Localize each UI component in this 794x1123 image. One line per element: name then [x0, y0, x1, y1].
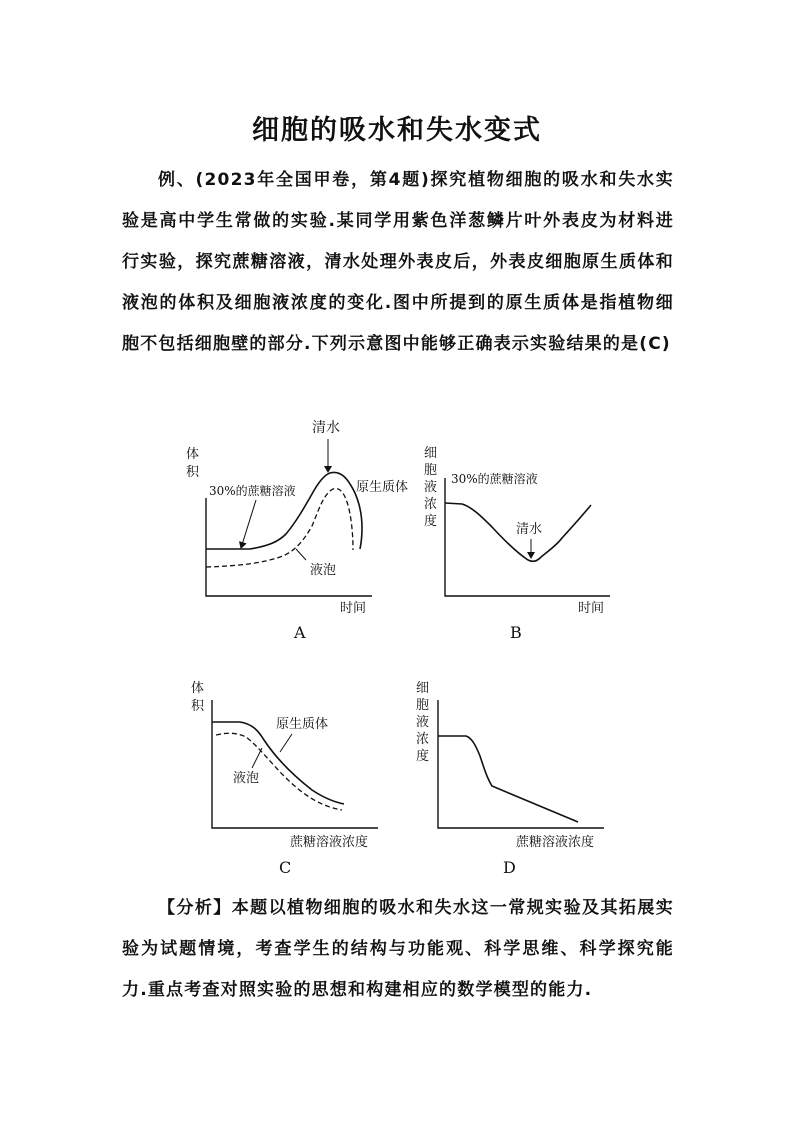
- figure-b-sucrose-label: 30%的蔗糖溶液: [451, 472, 538, 486]
- figure-a-ylabel-1: 体: [186, 447, 200, 462]
- figure-c-vacuole-label: 液泡: [233, 771, 260, 786]
- figure-a-sucrose-arrow: [241, 500, 256, 548]
- figure-a: [186, 419, 408, 642]
- figure-b: [424, 446, 610, 642]
- figure-c: [191, 680, 378, 877]
- figure-b-panel-label: B: [510, 623, 522, 642]
- figure-c-ylabel-2: 积: [191, 699, 205, 714]
- figure-c-protoplast-label: 原生质体: [276, 717, 329, 732]
- figure-d-ylabel-4: 浓: [416, 732, 430, 747]
- figure-d-panel-label: D: [503, 858, 516, 877]
- figure-b-axes: [445, 478, 610, 596]
- figure-a-xlabel: 时间: [340, 601, 367, 616]
- figure-a-vacuole-curve: [206, 488, 353, 567]
- page-title: 细胞的吸水和失水变式: [252, 115, 542, 146]
- figure-b-ylabel-4: 浓: [424, 497, 438, 512]
- figure-d-concentration-curve: [438, 736, 578, 822]
- figure-d-ylabel-1: 细: [416, 681, 430, 696]
- analysis-paragraph: 【分析】本题以植物细胞的吸水和失水这一常规实验及其拓展实验为试题情境，考查学生的结构与功能观、科学思维、科学探究能力.重点考查对照实验的思想和构建相应的数学模型的能力.: [122, 898, 674, 1000]
- figure-a-sucrose-label: 30%的蔗糖溶液: [209, 484, 296, 498]
- figure-b-ylabel-3: 液: [424, 480, 438, 495]
- figure-c-protoplast-pointer: [280, 734, 292, 752]
- figure-b-ylabel-2: 胞: [424, 463, 438, 478]
- figure-b-ylabel-5: 度: [424, 514, 438, 529]
- figure-b-ylabel-1: 细: [424, 446, 438, 461]
- figure-a-panel-label: A: [294, 623, 306, 642]
- figure-c-ylabel-1: 体: [191, 681, 205, 696]
- figure-d-ylabel-2: 胞: [416, 698, 430, 713]
- figure-d: [416, 681, 604, 877]
- question-paragraph: 例、(2023年全国甲卷，第4题)探究植物细胞的吸水和失水实验是高中学生常做的实验.某同学用紫色洋葱鳞片叶外表皮为材料进行实验，探究蔗糖溶液，清水处理外表皮后，外表皮细胞原生质体和液泡的体积及细胞液浓度的变化.图中所提到的原生质体是指植物细胞不包括细胞壁的部分.下列示意图中能够正确表示实验结果的是(C): [122, 170, 674, 354]
- figure-a-water-label: 清水: [312, 420, 340, 436]
- figure-c-xlabel: 蔗糖溶液浓度: [290, 835, 369, 850]
- figure-a-ylabel-2: 积: [186, 465, 200, 480]
- figure-d-ylabel-3: 液: [416, 715, 430, 730]
- figure-c-panel-label: C: [279, 858, 292, 877]
- figure-d-axes: [438, 700, 604, 828]
- figure-b-xlabel: 时间: [578, 601, 605, 616]
- figure-d-ylabel-5: 度: [416, 749, 430, 764]
- figure-a-protoplast-label: 原生质体: [356, 480, 409, 495]
- figure-a-vacuole-pointer: [296, 549, 306, 560]
- figure-c-protoplast-curve: [212, 722, 344, 804]
- figure-c-vacuole-pointer: [252, 748, 262, 768]
- figure-b-water-label: 清水: [516, 522, 543, 537]
- figure-a-axes: [206, 498, 372, 596]
- figure-a-vacuole-label: 液泡: [310, 563, 337, 578]
- figure-d-xlabel: 蔗糖溶液浓度: [516, 835, 595, 850]
